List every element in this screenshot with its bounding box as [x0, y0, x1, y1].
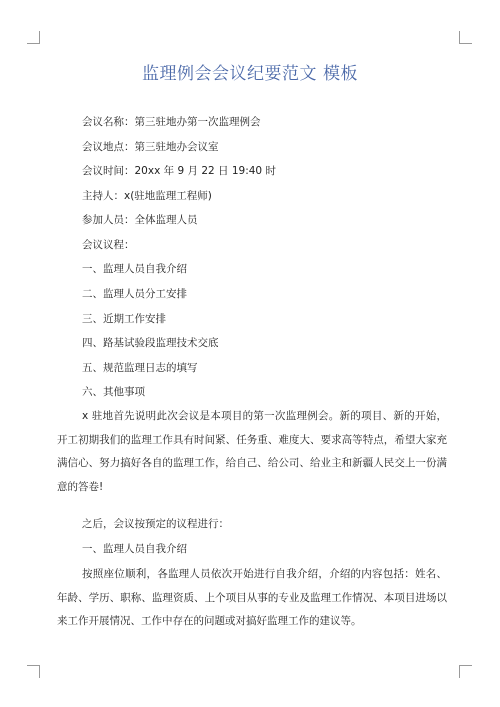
meeting-attendees: 参加人员：全体监理人员: [82, 214, 198, 226]
meeting-place: 会议地点：第三驻地办会议室: [82, 141, 219, 153]
document-title: 监理例会会议纪要范文 模板: [142, 64, 358, 84]
crop-mark-top-left: [27, 31, 40, 44]
crop-mark-bottom-left: [27, 665, 40, 678]
agenda-label: 会议议程：: [82, 239, 135, 251]
meeting-host: 主持人：x(驻地监理工程师): [82, 190, 212, 202]
self-intro-paragraph: 按照座位顺利，各监理人员依次开始进行自我介绍，介绍的内容包括：姓名、年龄、学历、职称、监理资质、上个项目从事的专业及监理工作情况、本项目进场以来工作开展情况、工作中存在的问题或对搞好监理工作的建议等。: [57, 568, 447, 628]
agenda-item: 四、路基试验段监理技术交底: [82, 337, 219, 349]
agenda-transition: 之后，会议按预定的议程进行：: [82, 518, 229, 530]
crop-mark-bottom-right: [459, 665, 472, 678]
agenda-item: 五、规范监理日志的填写: [82, 362, 198, 374]
agenda-item: 二、监理人员分工安排: [82, 288, 187, 300]
crop-mark-top-right: [459, 31, 472, 44]
agenda-item: 三、近期工作安排: [82, 313, 166, 325]
section-heading: 一、监理人员自我介绍: [82, 543, 187, 555]
meeting-name: 会议名称：第三驻地办第一次监理例会: [82, 116, 261, 128]
agenda-item: 六、其他事项: [82, 386, 145, 398]
intro-paragraph: x 驻地首先说明此次会议是本项目的第一次监理例会。新的项目、新的开始，开工初期我们的监理工作具有时间紧、任务重、难度大、要求高等特点，希望大家充满信心、努力搞好各自的监理工作，给自己、给公司、给业主和新疆人民交上一份满意的答卷!: [57, 410, 447, 493]
meeting-time: 会议时间：20xx 年 9 月 22 日 19:40 时: [82, 165, 276, 177]
agenda-item: 一、监理人员自我介绍: [82, 263, 187, 275]
